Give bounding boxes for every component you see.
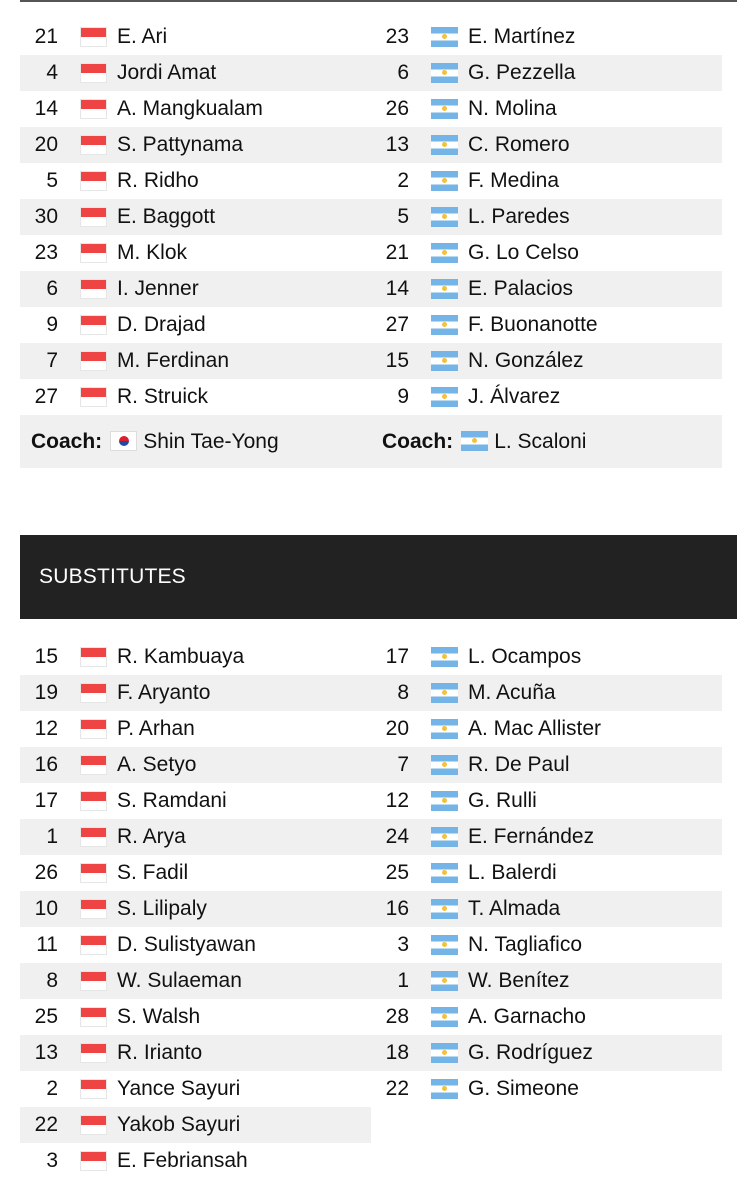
- shirt-number: 15: [385, 349, 409, 372]
- shirt-number: 27: [34, 385, 58, 408]
- indonesia-flag-icon: [80, 971, 107, 991]
- argentina-flag-icon: [431, 719, 458, 739]
- shirt-number: 22: [34, 1113, 58, 1136]
- shirt-number: 12: [34, 717, 58, 740]
- indonesia-flag-icon: [80, 279, 107, 299]
- player-row: [371, 235, 722, 271]
- indonesia-flag-icon: [80, 1043, 107, 1063]
- player-row: [20, 891, 371, 927]
- argentina-flag-icon: [431, 683, 458, 703]
- shirt-number: 15: [34, 645, 58, 668]
- indonesia-flag-icon: [80, 827, 107, 847]
- shirt-number: 16: [34, 753, 58, 776]
- player-row: [371, 307, 722, 343]
- shirt-number: 14: [385, 277, 409, 300]
- player-row: [371, 783, 722, 819]
- argentina-flag-icon: [431, 207, 458, 227]
- argentina-flag-icon: [431, 827, 458, 847]
- player-row: [20, 307, 371, 343]
- player-name: I. Jenner: [117, 277, 199, 300]
- player-row: [371, 163, 722, 199]
- player-name: S. Fadil: [117, 861, 189, 884]
- argentina-flag-icon: [431, 935, 458, 955]
- argentina-flag-icon: [431, 971, 458, 991]
- player-name: N. González: [468, 349, 584, 372]
- player-name: A. Mac Allister: [468, 717, 602, 740]
- player-name: L. Paredes: [468, 205, 570, 228]
- player-name: M. Ferdinan: [117, 349, 230, 372]
- shirt-number: 5: [46, 169, 58, 192]
- indonesia-flag-icon: [80, 1079, 107, 1099]
- player-name: Yakob Sayuri: [117, 1113, 241, 1136]
- player-name: L. Ocampos: [468, 645, 582, 668]
- shirt-number: 27: [385, 313, 409, 336]
- shirt-number: 21: [34, 25, 58, 48]
- shirt-number: 20: [34, 133, 58, 156]
- player-name: Yance Sayuri: [117, 1077, 241, 1100]
- indonesia-flag-icon: [80, 135, 107, 155]
- player-name: T. Almada: [468, 897, 561, 920]
- player-name: P. Arhan: [117, 717, 195, 740]
- player-name: S. Lilipaly: [117, 897, 207, 920]
- argentina-flag-icon: [461, 431, 488, 451]
- shirt-number: 26: [34, 861, 58, 884]
- player-name: R. Irianto: [117, 1041, 203, 1064]
- player-row: [371, 199, 722, 235]
- player-row: [20, 1071, 371, 1107]
- player-row: [371, 127, 722, 163]
- shirt-number: 23: [34, 241, 58, 264]
- player-row: [20, 199, 371, 235]
- indonesia-flag-icon: [80, 315, 107, 335]
- player-row: [20, 819, 371, 855]
- player-row: [20, 927, 371, 963]
- shirt-number: 20: [385, 717, 409, 740]
- player-name: F. Buonanotte: [468, 313, 598, 336]
- player-name: S. Walsh: [117, 1005, 201, 1028]
- shirt-number: 13: [385, 133, 409, 156]
- shirt-number: 3: [46, 1149, 58, 1172]
- argentina-flag-icon: [431, 1007, 458, 1027]
- top-divider: [20, 0, 737, 2]
- south-korea-flag-icon: [110, 431, 137, 451]
- subs-home-list: [20, 639, 371, 1179]
- argentina-flag-icon: [431, 135, 458, 155]
- player-row: [371, 855, 722, 891]
- player-row: [20, 343, 371, 379]
- shirt-number: 24: [385, 825, 409, 848]
- player-row: [371, 639, 722, 675]
- player-name: W. Benítez: [468, 969, 570, 992]
- indonesia-flag-icon: [80, 207, 107, 227]
- shirt-number: 5: [397, 205, 409, 228]
- shirt-number: 18: [385, 1041, 409, 1064]
- shirt-number: 7: [397, 753, 409, 776]
- player-row: [20, 675, 371, 711]
- player-row: [20, 127, 371, 163]
- argentina-flag-icon: [431, 863, 458, 883]
- player-row: [371, 1071, 722, 1107]
- player-name: R. Struick: [117, 385, 209, 408]
- player-row: [20, 271, 371, 307]
- subs-away-list: [371, 639, 722, 1107]
- shirt-number: 1: [46, 825, 58, 848]
- shirt-number: 19: [34, 681, 58, 704]
- player-row: [20, 855, 371, 891]
- argentina-flag-icon: [431, 647, 458, 667]
- player-row: [20, 963, 371, 999]
- argentina-flag-icon: [431, 27, 458, 47]
- player-row: [371, 19, 722, 55]
- player-name: R. Arya: [117, 825, 186, 848]
- player-name: N. Tagliafico: [468, 933, 583, 956]
- player-row: [371, 747, 722, 783]
- player-name: G. Rulli: [468, 789, 537, 812]
- shirt-number: 3: [397, 933, 409, 956]
- home-coach: [20, 415, 371, 468]
- player-row: [371, 711, 722, 747]
- indonesia-flag-icon: [80, 63, 107, 83]
- indonesia-flag-icon: [80, 683, 107, 703]
- player-name: N. Molina: [468, 97, 557, 120]
- shirt-number: 11: [36, 933, 58, 956]
- shirt-number: 10: [34, 897, 58, 920]
- player-name: G. Simeone: [468, 1077, 579, 1100]
- shirt-number: 2: [397, 169, 409, 192]
- player-row: [371, 343, 722, 379]
- player-name: M. Acuña: [468, 681, 556, 704]
- shirt-number: 25: [385, 861, 409, 884]
- player-row: [20, 1035, 371, 1071]
- player-name: R. Kambuaya: [117, 645, 245, 668]
- player-name: J. Álvarez: [468, 385, 561, 408]
- indonesia-flag-icon: [80, 171, 107, 191]
- player-row: [371, 999, 722, 1035]
- shirt-number: 25: [34, 1005, 58, 1028]
- argentina-flag-icon: [431, 315, 458, 335]
- substitutes-heading: SUBSTITUTES: [20, 535, 737, 619]
- player-row: [20, 999, 371, 1035]
- player-row: [20, 639, 371, 675]
- shirt-number: 8: [46, 969, 58, 992]
- player-row: [20, 1143, 371, 1179]
- indonesia-flag-icon: [80, 791, 107, 811]
- indonesia-flag-icon: [80, 647, 107, 667]
- player-name: A. Setyo: [117, 753, 197, 776]
- indonesia-flag-icon: [80, 935, 107, 955]
- argentina-flag-icon: [431, 171, 458, 191]
- shirt-number: 16: [385, 897, 409, 920]
- indonesia-flag-icon: [80, 243, 107, 263]
- player-row: [20, 163, 371, 199]
- player-name: R. Ridho: [117, 169, 199, 192]
- player-row: [371, 379, 722, 415]
- player-name: S. Ramdani: [117, 789, 227, 812]
- shirt-number: 14: [34, 97, 58, 120]
- shirt-number: 7: [46, 349, 58, 372]
- player-row: [20, 235, 371, 271]
- player-name: A. Mangkualam: [117, 97, 263, 120]
- shirt-number: 6: [397, 61, 409, 84]
- argentina-flag-icon: [431, 243, 458, 263]
- player-row: [20, 55, 371, 91]
- player-name: W. Sulaeman: [117, 969, 242, 992]
- coach-label: Coach:: [382, 430, 454, 453]
- starting-away-list: [371, 19, 722, 415]
- player-row: [371, 963, 722, 999]
- player-name: E. Febriansah: [117, 1149, 248, 1172]
- shirt-number: 4: [46, 61, 58, 84]
- argentina-flag-icon: [431, 1079, 458, 1099]
- player-name: D. Sulistyawan: [117, 933, 256, 956]
- indonesia-flag-icon: [80, 899, 107, 919]
- coach-label: Coach:: [31, 430, 103, 453]
- shirt-number: 30: [34, 205, 58, 228]
- indonesia-flag-icon: [80, 1007, 107, 1027]
- indonesia-flag-icon: [80, 719, 107, 739]
- player-row: [20, 379, 371, 415]
- player-name: Jordi Amat: [117, 61, 217, 84]
- away-coach: [371, 415, 722, 468]
- shirt-number: 9: [397, 385, 409, 408]
- shirt-number: 21: [385, 241, 409, 264]
- player-row: [20, 747, 371, 783]
- player-name: S. Pattynama: [117, 133, 244, 156]
- argentina-flag-icon: [431, 387, 458, 407]
- away-coach-box: [371, 415, 722, 468]
- player-name: F. Aryanto: [117, 681, 211, 704]
- player-row: [371, 927, 722, 963]
- shirt-number: 9: [46, 313, 58, 336]
- shirt-number: 12: [385, 789, 409, 812]
- shirt-number: 17: [34, 789, 58, 812]
- argentina-flag-icon: [431, 99, 458, 119]
- player-name: G. Lo Celso: [468, 241, 579, 264]
- argentina-flag-icon: [431, 791, 458, 811]
- argentina-flag-icon: [431, 1043, 458, 1063]
- starting-home-list: [20, 19, 371, 415]
- argentina-flag-icon: [431, 899, 458, 919]
- player-name: E. Fernández: [468, 825, 595, 848]
- indonesia-flag-icon: [80, 1151, 107, 1171]
- player-name: E. Ari: [117, 25, 168, 48]
- player-row: [20, 91, 371, 127]
- indonesia-flag-icon: [80, 1115, 107, 1135]
- shirt-number: 6: [46, 277, 58, 300]
- home-coach-name: Shin Tae-Yong: [143, 430, 279, 453]
- player-row: [371, 675, 722, 711]
- player-name: G. Pezzella: [468, 61, 576, 84]
- player-name: G. Rodríguez: [468, 1041, 593, 1064]
- shirt-number: 1: [397, 969, 409, 992]
- player-name: L. Balerdi: [468, 861, 557, 884]
- indonesia-flag-icon: [80, 863, 107, 883]
- player-name: E. Palacios: [468, 277, 574, 300]
- player-name: A. Garnacho: [468, 1005, 586, 1028]
- player-name: F. Medina: [468, 169, 560, 192]
- shirt-number: 2: [46, 1077, 58, 1100]
- indonesia-flag-icon: [80, 99, 107, 119]
- shirt-number: 26: [385, 97, 409, 120]
- shirt-number: 17: [385, 645, 409, 668]
- player-name: R. De Paul: [468, 753, 570, 776]
- argentina-flag-icon: [431, 63, 458, 83]
- away-coach-name: L. Scaloni: [494, 430, 587, 453]
- player-name: D. Drajad: [117, 313, 206, 336]
- shirt-number: 23: [385, 25, 409, 48]
- player-row: [20, 19, 371, 55]
- indonesia-flag-icon: [80, 755, 107, 775]
- indonesia-flag-icon: [80, 351, 107, 371]
- player-row: [20, 1107, 371, 1143]
- shirt-number: 28: [385, 1005, 409, 1028]
- player-row: [371, 891, 722, 927]
- player-row: [371, 91, 722, 127]
- player-row: [371, 271, 722, 307]
- argentina-flag-icon: [431, 351, 458, 371]
- shirt-number: 8: [397, 681, 409, 704]
- player-name: E. Martínez: [468, 25, 576, 48]
- player-name: M. Klok: [117, 241, 188, 264]
- player-row: [371, 819, 722, 855]
- player-row: [20, 711, 371, 747]
- indonesia-flag-icon: [80, 27, 107, 47]
- player-row: [20, 783, 371, 819]
- shirt-number: 13: [34, 1041, 58, 1064]
- argentina-flag-icon: [431, 279, 458, 299]
- home-coach-box: [20, 415, 371, 468]
- indonesia-flag-icon: [80, 387, 107, 407]
- player-row: [371, 1035, 722, 1071]
- player-name: E. Baggott: [117, 205, 216, 228]
- shirt-number: 22: [385, 1077, 409, 1100]
- player-name: C. Romero: [468, 133, 570, 156]
- player-row: [371, 55, 722, 91]
- argentina-flag-icon: [431, 755, 458, 775]
